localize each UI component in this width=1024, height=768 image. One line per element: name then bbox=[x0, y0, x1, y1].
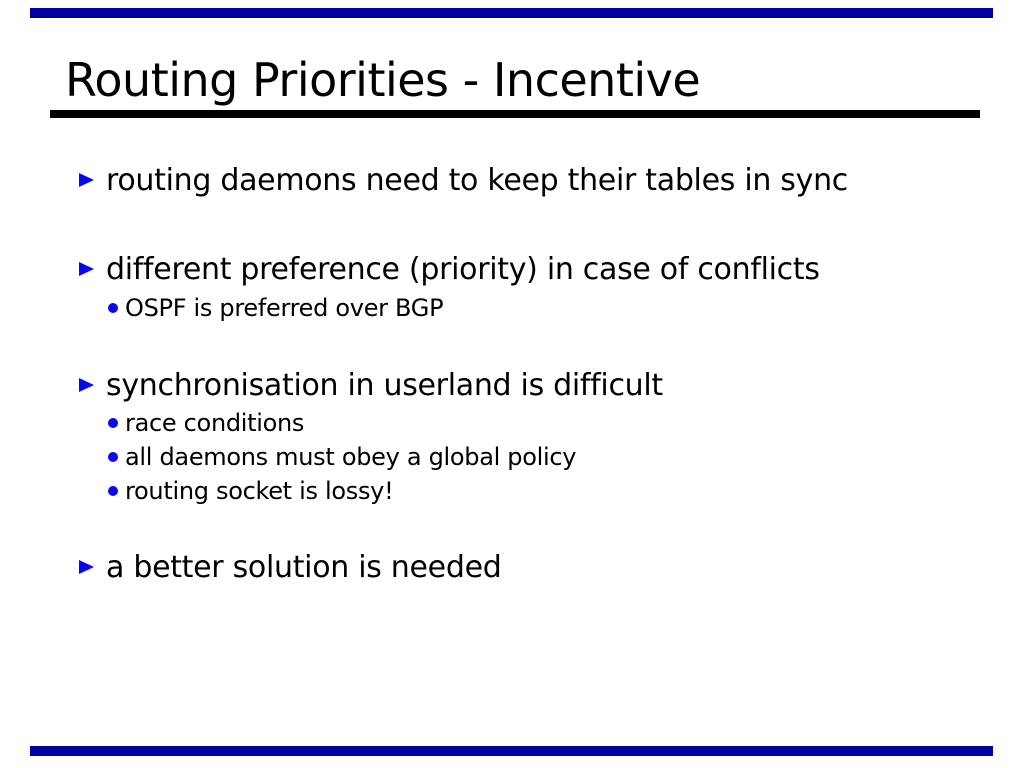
sub-bullet-text: OSPF is preferred over BGP bbox=[125, 294, 444, 322]
sub-bullet-item-4 bbox=[108, 476, 393, 506]
triangle-right-bullet-icon bbox=[79, 262, 94, 276]
bullet-item-3 bbox=[79, 367, 663, 403]
bullet-text: synchronisation in userland is difficult bbox=[106, 367, 663, 403]
dot-bullet-icon bbox=[108, 452, 118, 462]
bottom-decoration-bar bbox=[30, 746, 993, 756]
sub-bullet-text: race conditions bbox=[125, 409, 305, 437]
bullet-item-1 bbox=[79, 162, 848, 198]
dot-bullet-icon bbox=[108, 303, 118, 313]
dot-bullet-icon bbox=[108, 486, 118, 496]
triangle-right-bullet-icon bbox=[79, 560, 94, 574]
top-decoration-bar bbox=[30, 8, 993, 18]
sub-bullet-text: all daemons must obey a global policy bbox=[125, 443, 577, 471]
dot-bullet-icon bbox=[108, 418, 118, 428]
title-underline-rule bbox=[50, 110, 980, 118]
bullet-text: a better solution is needed bbox=[106, 549, 502, 585]
sub-bullet-item-1 bbox=[108, 293, 443, 323]
bullet-item-2 bbox=[79, 251, 820, 287]
bullet-text: routing daemons need to keep their tables in sync bbox=[106, 162, 848, 198]
slide-title: Routing Priorities - Incentive bbox=[65, 53, 701, 107]
bullet-text: different preference (priority) in case of conflicts bbox=[106, 251, 820, 287]
sub-bullet-item-2 bbox=[108, 408, 304, 438]
triangle-right-bullet-icon bbox=[79, 378, 94, 392]
sub-bullet-item-3 bbox=[108, 442, 576, 472]
sub-bullet-text: routing socket is lossy! bbox=[125, 477, 394, 505]
bullet-item-4 bbox=[79, 549, 501, 585]
triangle-right-bullet-icon bbox=[79, 173, 94, 187]
